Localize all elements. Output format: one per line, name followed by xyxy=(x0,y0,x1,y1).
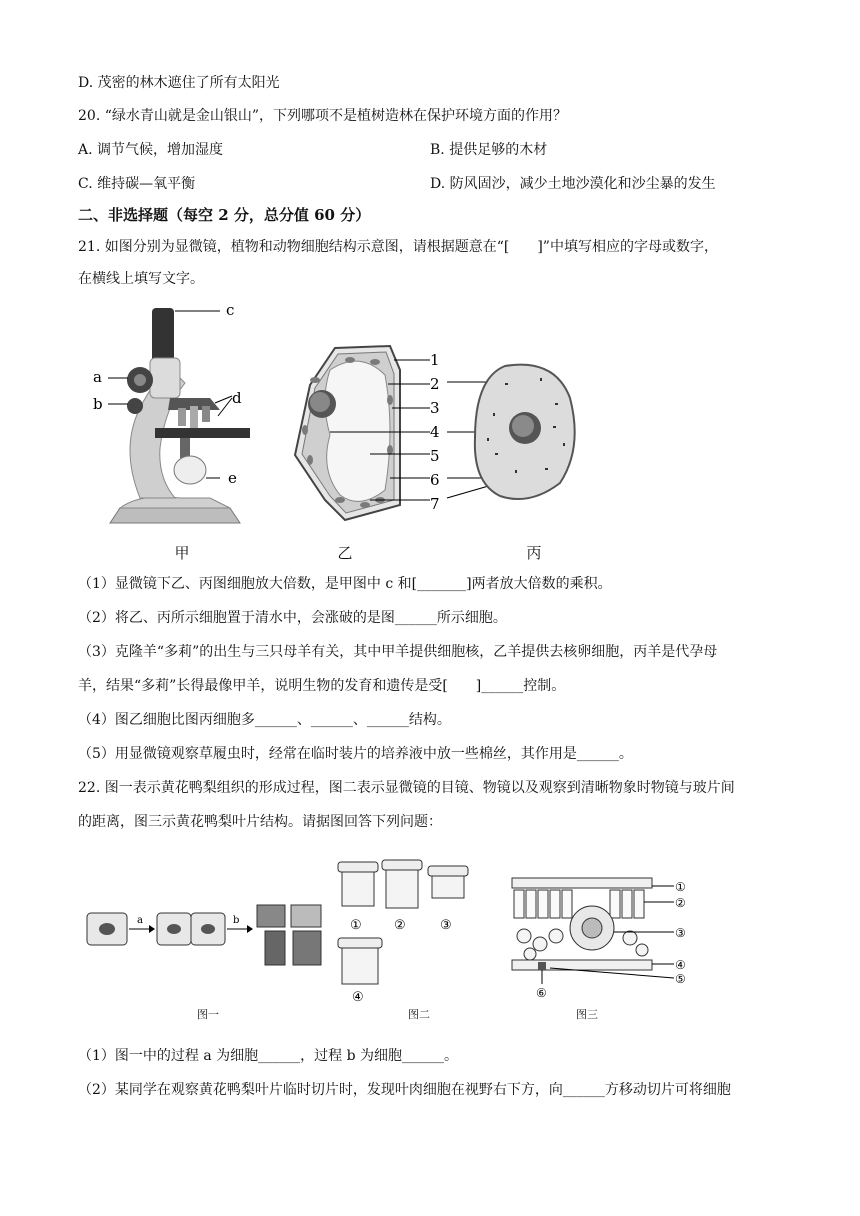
q20-option-b: B. 提供足够的木材 xyxy=(430,142,548,158)
lens-label-3: ③ xyxy=(440,918,452,933)
section-title: 二、非选择题（每空 2 分，总分值 60 分） xyxy=(78,206,371,224)
cell-label-6: 6 xyxy=(430,471,440,489)
fine-focus-knob xyxy=(127,398,143,414)
caption-fig1: 图一 xyxy=(197,1008,219,1021)
q22-stem-line2: 的距离，图三示黄花鸭梨叶片结构。请据图回答下列问题： xyxy=(78,814,442,830)
vacuole xyxy=(325,361,390,501)
fig1-label-a: a xyxy=(137,915,143,926)
q21-stem-line2: 在横线上填写文字。 xyxy=(78,271,204,287)
microscope-figure xyxy=(80,298,260,538)
label-d: d xyxy=(232,389,242,407)
q21-sub5: （5）用显微镜观察草履虫时，经常在临时装片的培养液中放一些棉丝，其作用是______。 xyxy=(78,746,633,762)
leaf-label-2: ② xyxy=(675,896,686,910)
q21-sub2: （2）将乙、丙所示细胞置于清水中，会涨破的是图______所示细胞。 xyxy=(78,610,507,626)
caption-fig3: 图三 xyxy=(576,1008,598,1021)
label-e: e xyxy=(228,469,237,487)
caption-yi: 乙 xyxy=(337,544,353,562)
label-c: c xyxy=(226,301,235,319)
leaf-label-3: ③ xyxy=(675,926,686,940)
figure-3-leaf-structure xyxy=(510,876,695,998)
q19-option-d: D. 茂密的林木遮住了所有太阳光 xyxy=(78,75,280,91)
microscope-base xyxy=(110,508,240,523)
cell-label-7: 7 xyxy=(430,495,440,513)
cell-label-5: 5 xyxy=(430,447,440,465)
cell-label-2: 2 xyxy=(430,375,440,393)
stage xyxy=(155,428,250,438)
lens-label-4: ④ xyxy=(352,990,364,1005)
caption-jia: 甲 xyxy=(174,544,190,562)
q21-stem-line1: 21. 如图分别为显微镜，植物和动物细胞结构示意图，请根据题意在“[ ]”中填写相应的字母或数字， xyxy=(78,239,718,255)
leaf-label-1: ① xyxy=(675,880,686,894)
q20-option-a: A. 调节气候，增加湿度 xyxy=(78,142,224,158)
q22-stem-line1: 22. 图一表示黄花鸭梨组织的形成过程，图二表示显微镜的目镜、物镜以及观察到清晰物象时物镜与玻片间 xyxy=(78,780,735,796)
q21-sub3-line2: 羊，结果“多莉”长得最像甲羊，说明生物的发育和遗传是受[ ]______控制。 xyxy=(78,678,566,694)
eyepiece xyxy=(152,308,174,363)
label-b: b xyxy=(93,395,103,413)
figure-2-lenses xyxy=(330,858,480,1006)
lens-label-1: ① xyxy=(350,918,362,933)
q21-sub1: （1）显微镜下乙、丙图细胞放大倍数，是甲图中 c 和[_______]两者放大倍数的乘积。 xyxy=(78,576,612,592)
q20-option-c: C. 维持碳—氧平衡 xyxy=(78,176,196,192)
figure-1-tissue-formation xyxy=(85,895,330,970)
mirror xyxy=(174,456,206,484)
leaf-label-4: ④ xyxy=(675,958,686,972)
cell-label-1: 1 xyxy=(430,351,440,369)
fig1-label-b: b xyxy=(233,915,240,926)
caption-fig2: 图二 xyxy=(408,1008,430,1021)
q22-sub1: （1）图一中的过程 a 为细胞______，过程 b 为细胞______。 xyxy=(78,1048,459,1064)
label-a: a xyxy=(93,368,102,386)
caption-bing: 丙 xyxy=(526,544,542,562)
animal-cell-figure xyxy=(445,358,585,508)
q22-sub2: （2）某同学在观察黄花鸭梨叶片临时切片时，发现叶肉细胞在视野右下方，向______方移动切片可将细胞 xyxy=(78,1082,731,1098)
lens-label-2: ② xyxy=(394,918,406,933)
q20-option-d: D. 防风固沙，减少土地沙漠化和沙尘暴的发生 xyxy=(430,176,716,192)
leaf-label-6: ⑥ xyxy=(536,986,547,998)
q21-sub4: （4）图乙细胞比图丙细胞多______、______、______结构。 xyxy=(78,712,451,728)
cell-label-4: 4 xyxy=(430,423,440,441)
q21-sub3-line1: （3）克隆羊“多莉”的出生与三只母羊有关，其中甲羊提供细胞核，乙羊提供去核卵细胞，丙羊是代孕母 xyxy=(78,644,718,660)
q20-stem: 20. “绿水青山就是金山银山”，下列哪项不是植树造林在保护环境方面的作用？ xyxy=(78,108,568,124)
cell-label-3: 3 xyxy=(430,399,440,417)
leaf-label-5: ⑤ xyxy=(675,972,686,986)
